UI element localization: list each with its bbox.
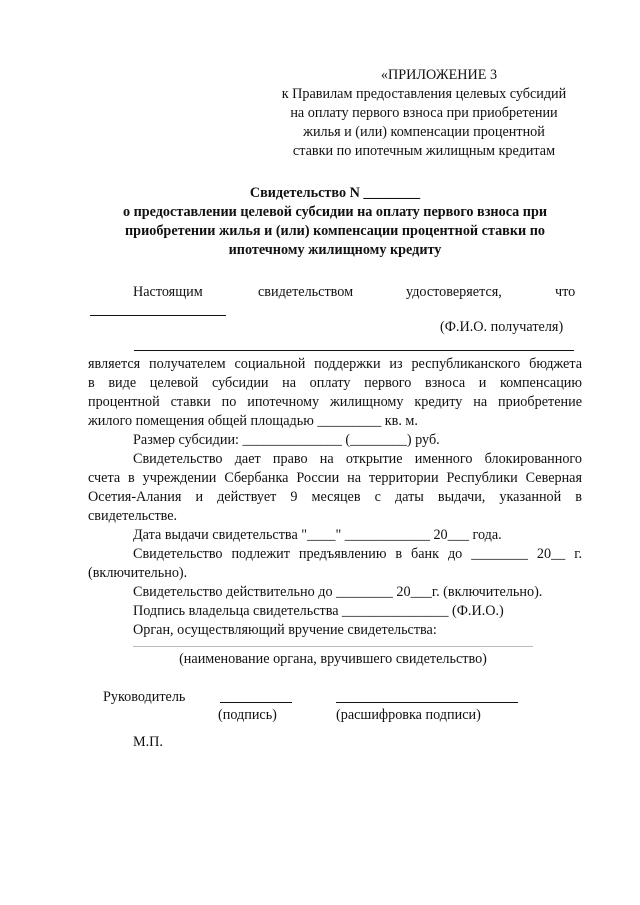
validity-date: Свидетельство действительно до ________ 20___г. (включительно). bbox=[133, 584, 543, 600]
issuing-authority-caption: (наименование органа, вручившего свидетельство) bbox=[179, 651, 487, 667]
issuing-authority-label: Орган, осуществляющий вручение свидетельства: bbox=[133, 622, 437, 638]
intro-word-4: что bbox=[555, 284, 576, 300]
signature-decode-line bbox=[336, 702, 518, 703]
recipient-text-line-2: в виде целевой субсидии на оплату первого взноса и компенсацию bbox=[88, 375, 582, 391]
bank-deadline-line-2: (включительно). bbox=[88, 565, 188, 581]
recipient-text-line-1: является получателем социальной поддержки из республиканского бюджета bbox=[88, 356, 582, 372]
intro-word-2: свидетельством bbox=[258, 284, 354, 300]
certificate-subtitle-line-3: ипотечному жилищному кредиту bbox=[228, 242, 442, 258]
head-label: Руководитель bbox=[103, 689, 186, 705]
certificate-subtitle-line-2: приобретении жилья и (или) компенсации процентной ставки по bbox=[125, 223, 545, 239]
rights-text-line-4: свидетельстве. bbox=[88, 508, 178, 524]
rights-text-line-1: Свидетельство дает право на открытие именного блокированного bbox=[133, 451, 582, 467]
issue-date: Дата выдачи свидетельства "____" ____________ 20___ года. bbox=[133, 527, 502, 543]
appendix-line-3: на оплату первого взноса при приобретении bbox=[290, 105, 558, 121]
appendix-line-5: ставки по ипотечным жилищным кредитам bbox=[292, 143, 556, 159]
issuing-authority-line bbox=[133, 646, 533, 647]
recipient-name-line-short bbox=[90, 315, 226, 316]
recipient-name-line-long bbox=[134, 350, 574, 351]
rights-text-line-2: счета в учреждении Сбербанка России на территории Республики Северная bbox=[88, 470, 582, 486]
signature-decode-caption: (расшифровка подписи) bbox=[336, 707, 481, 723]
rights-text-line-3: Осетия-Алания и действует 9 месяцев с даты выдачи, указанной в bbox=[88, 489, 582, 505]
subsidy-amount: Размер субсидии: ______________ (________) руб. bbox=[133, 432, 440, 448]
bank-deadline-line-1: Свидетельство подлежит предъявлению в банк до ________ 20__ г. bbox=[133, 546, 582, 562]
signature-line bbox=[220, 702, 292, 703]
appendix-line-4: жилья и (или) компенсации процентной bbox=[303, 124, 545, 140]
appendix-number: «ПРИЛОЖЕНИЕ 3 bbox=[380, 67, 498, 83]
certificate-title: Свидетельство N ________ bbox=[249, 185, 421, 201]
appendix-line-2: к Правилам предоставления целевых субсидий bbox=[281, 86, 567, 102]
recipient-text-line-4: жилого помещения общей площадью _________ кв. м. bbox=[88, 413, 418, 429]
intro-word-1: Настоящим bbox=[133, 284, 203, 300]
recipient-name-label: (Ф.И.О. получателя) bbox=[440, 319, 564, 335]
stamp-place: М.П. bbox=[133, 734, 163, 750]
intro-word-3: удостоверяется, bbox=[406, 284, 502, 300]
certificate-subtitle-line-1: о предоставлении целевой субсидии на оплату первого взноса при bbox=[122, 204, 548, 220]
signature-caption: (подпись) bbox=[218, 707, 277, 723]
owner-signature: Подпись владельца свидетельства _______________ (Ф.И.О.) bbox=[133, 603, 504, 619]
recipient-text-line-3: процентной ставки по ипотечному жилищному кредиту на приобретение bbox=[88, 394, 582, 410]
